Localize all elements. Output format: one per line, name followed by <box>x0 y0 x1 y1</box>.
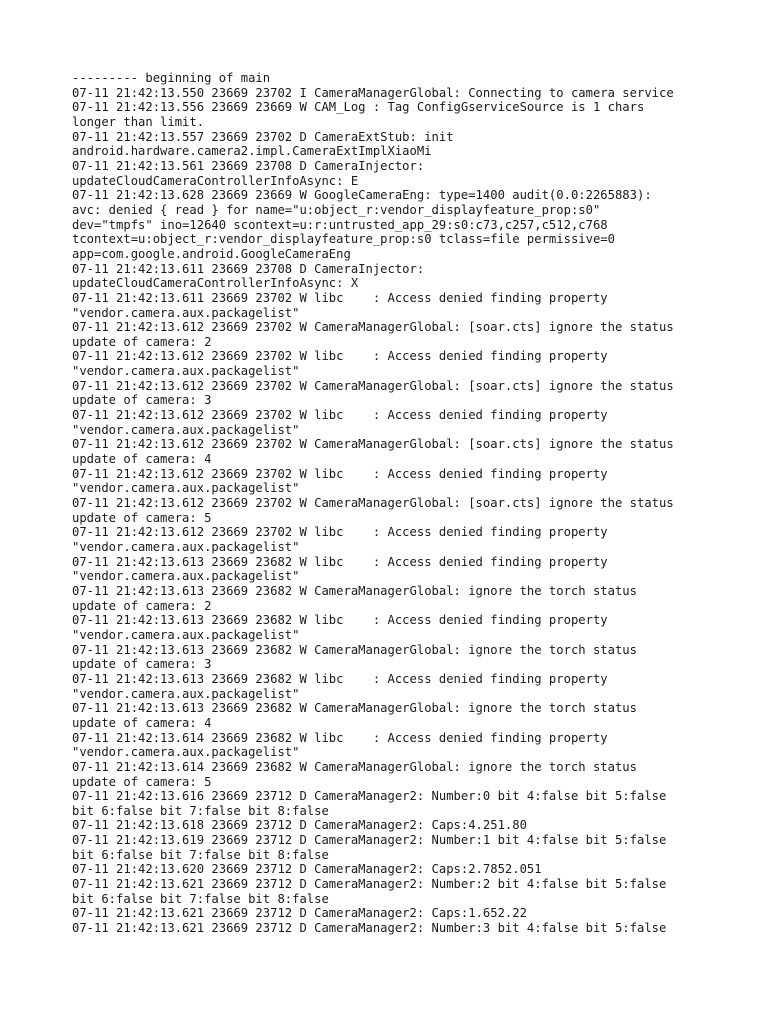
log-line: "vendor.camera.aux.packagelist" <box>72 686 300 701</box>
log-line: 07-11 21:42:13.550 23669 23702 I CameraManagerGlobal: Connecting to camera service <box>72 85 674 100</box>
log-line: 07-11 21:42:13.557 23669 23702 D CameraExtStub: init <box>72 129 454 144</box>
log-line: bit 6:false bit 7:false bit 8:false <box>72 891 329 906</box>
log-line: bit 6:false bit 7:false bit 8:false <box>72 803 329 818</box>
log-line: 07-11 21:42:13.561 23669 23708 D CameraInjector: <box>72 158 425 173</box>
log-line: 07-11 21:42:13.614 23669 23682 W CameraManagerGlobal: ignore the torch status <box>72 759 637 774</box>
log-line: updateCloudCameraControllerInfoAsync: E <box>72 173 359 188</box>
log-line: "vendor.camera.aux.packagelist" <box>72 627 300 642</box>
log-line: "vendor.camera.aux.packagelist" <box>72 481 300 496</box>
log-line: android.hardware.camera2.impl.CameraExtImplXiaoMi <box>72 144 432 159</box>
log-line: 07-11 21:42:13.556 23669 23669 W CAM_Log : Tag ConfigGserviceSource is 1 chars <box>72 100 645 115</box>
log-line: 07-11 21:42:13.621 23669 23712 D CameraManager2: Caps:1.652.22 <box>72 906 527 921</box>
log-line: bit 6:false bit 7:false bit 8:false <box>72 847 329 862</box>
log-line: update of camera: 2 <box>72 334 212 349</box>
log-line: avc: denied { read } for name="u:object_r:vendor_displayfeature_prop:s0" <box>72 202 601 217</box>
log-line: "vendor.camera.aux.packagelist" <box>72 422 300 437</box>
log-line: 07-11 21:42:13.612 23669 23702 W libc : Access denied finding property <box>72 408 608 423</box>
log-line: 07-11 21:42:13.613 23669 23682 W CameraManagerGlobal: ignore the torch status <box>72 583 637 598</box>
log-line: 07-11 21:42:13.628 23669 23669 W GoogleCameraEng: type=1400 audit(0.0:2265883): <box>72 188 652 203</box>
log-line: update of camera: 2 <box>72 598 212 613</box>
log-line: 07-11 21:42:13.621 23669 23712 D CameraManager2: Number:2 bit 4:false bit 5:false <box>72 877 667 892</box>
log-line: update of camera: 4 <box>72 452 212 467</box>
log-line: 07-11 21:42:13.612 23669 23702 W CameraManagerGlobal: [soar.cts] ignore the status <box>72 437 674 452</box>
log-line: 07-11 21:42:13.620 23669 23712 D CameraManager2: Caps:2.7852.051 <box>72 862 542 877</box>
log-line: 07-11 21:42:13.612 23669 23702 W CameraManagerGlobal: [soar.cts] ignore the status <box>72 320 674 335</box>
log-line: 07-11 21:42:13.611 23669 23702 W libc : Access denied finding property <box>72 290 608 305</box>
log-line: 07-11 21:42:13.616 23669 23712 D CameraManager2: Number:0 bit 4:false bit 5:false <box>72 789 667 804</box>
log-line: update of camera: 3 <box>72 393 212 408</box>
log-line: tcontext=u:object_r:vendor_displayfeature_prop:s0 tclass=file permissive=0 <box>72 232 615 247</box>
log-line: 07-11 21:42:13.613 23669 23682 W CameraManagerGlobal: ignore the torch status <box>72 701 637 716</box>
log-line: 07-11 21:42:13.618 23669 23712 D CameraManager2: Caps:4.251.80 <box>72 818 527 833</box>
log-line: 07-11 21:42:13.613 23669 23682 W libc : Access denied finding property <box>72 613 608 628</box>
log-line: update of camera: 3 <box>72 657 212 672</box>
log-line: --------- beginning of main <box>72 71 271 85</box>
log-line: 07-11 21:42:13.612 23669 23702 W libc : Access denied finding property <box>72 349 608 364</box>
log-line: longer than limit. <box>72 114 205 129</box>
log-line: app=com.google.android.GoogleCameraEng <box>72 246 351 261</box>
log-line: 07-11 21:42:13.613 23669 23682 W CameraManagerGlobal: ignore the torch status <box>72 642 637 657</box>
log-line: "vendor.camera.aux.packagelist" <box>72 745 300 760</box>
log-line: 07-11 21:42:13.613 23669 23682 W libc : Access denied finding property <box>72 554 608 569</box>
log-line: "vendor.camera.aux.packagelist" <box>72 569 300 584</box>
log-line: update of camera: 4 <box>72 715 212 730</box>
log-output <box>72 71 732 936</box>
log-line: 07-11 21:42:13.614 23669 23682 W libc : Access denied finding property <box>72 730 608 745</box>
log-line: updateCloudCameraControllerInfoAsync: X <box>72 276 359 291</box>
log-line: 07-11 21:42:13.612 23669 23702 W CameraManagerGlobal: [soar.cts] ignore the status <box>72 496 674 511</box>
log-line: 07-11 21:42:13.619 23669 23712 D CameraManager2: Number:1 bit 4:false bit 5:false <box>72 833 667 848</box>
log-line: 07-11 21:42:13.612 23669 23702 W libc : Access denied finding property <box>72 525 608 540</box>
log-line: update of camera: 5 <box>72 774 212 789</box>
log-line: 07-11 21:42:13.621 23669 23712 D CameraManager2: Number:3 bit 4:false bit 5:false <box>72 921 667 936</box>
log-line: "vendor.camera.aux.packagelist" <box>72 540 300 554</box>
log-line: dev="tmpfs" ino=12640 scontext=u:r:untrusted_app_29:s0:c73,c257,c512,c768 <box>72 217 608 232</box>
log-line: "vendor.camera.aux.packagelist" <box>72 364 300 379</box>
log-line: "vendor.camera.aux.packagelist" <box>72 305 300 320</box>
log-line: 07-11 21:42:13.612 23669 23702 W libc : Access denied finding property <box>72 466 608 481</box>
log-line: 07-11 21:42:13.612 23669 23702 W CameraManagerGlobal: [soar.cts] ignore the status <box>72 378 674 393</box>
log-line: 07-11 21:42:13.611 23669 23708 D CameraInjector: <box>72 261 425 276</box>
log-line: update of camera: 5 <box>72 510 212 525</box>
log-line: 07-11 21:42:13.613 23669 23682 W libc : Access denied finding property <box>72 671 608 686</box>
